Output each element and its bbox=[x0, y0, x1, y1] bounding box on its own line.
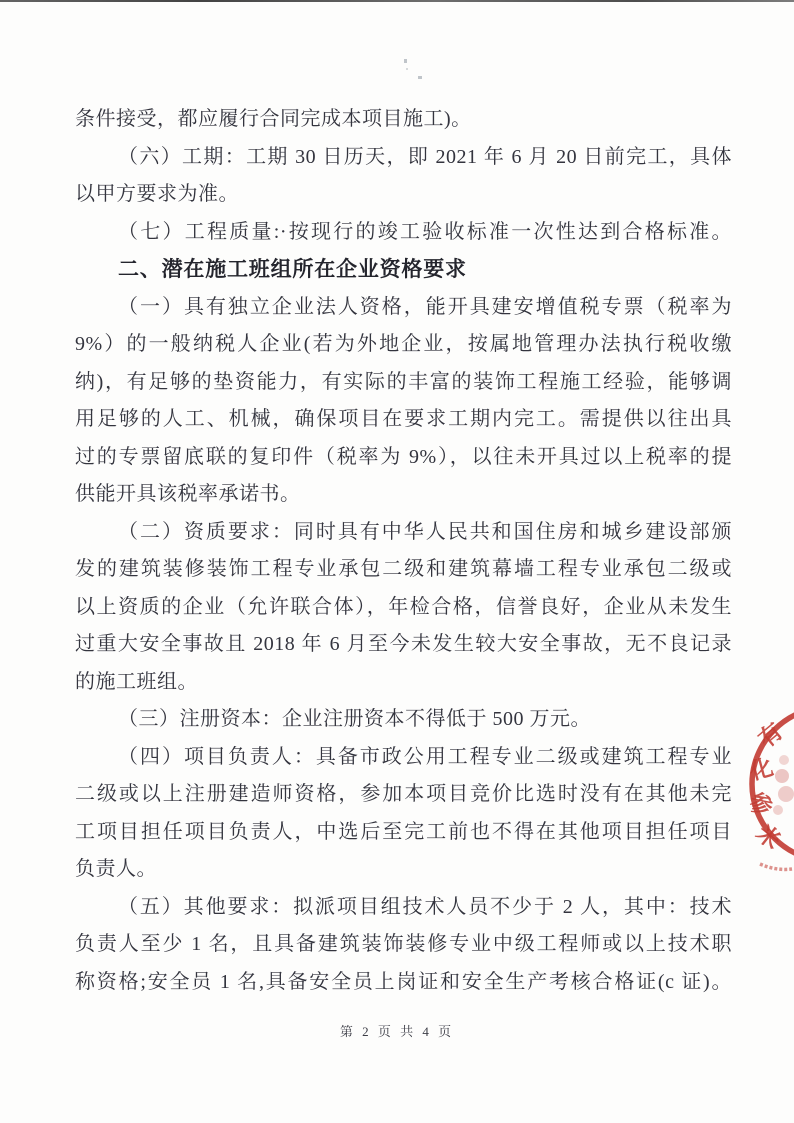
seal-graphic bbox=[734, 698, 794, 880]
text-line: （二）资质要求：同时具有中华人民共和国住房和城乡建设部颁 bbox=[118, 520, 732, 543]
text-line: 过重大安全事故且 2018 年 6 月至今未发生较大安全事故，无不良记录 bbox=[75, 633, 732, 655]
text-line: 供能开具该税率承诺书。 bbox=[75, 483, 301, 505]
text-line: 工项目担任项目负责人，中选后至完工前也不得在其他项目担任项目 bbox=[75, 820, 732, 843]
section-heading: 二、潜在施工班组所在企业资格要求 bbox=[118, 257, 467, 281]
scan-edge-line bbox=[0, 0, 794, 2]
seal-char-icon: 参 bbox=[747, 789, 776, 819]
text-line: （五）其他要求：拟派项目组技术人员不少于 2 人，其中：技术 bbox=[118, 895, 732, 918]
text-line: 称资格;安全员 1 名,具备安全员上岗证和安全生产考核合格证(c 证)。 bbox=[75, 970, 732, 993]
text-line: （三）注册资本：企业注册资本不得低于 500 万元。 bbox=[118, 708, 591, 730]
text-line: 用足够的人工、机械，确保项目在要求工期内完工。需提供以往出具 bbox=[75, 408, 732, 430]
text-line: 纳)，有足够的垫资能力，有实际的丰富的装饰工程施工经验，能够调 bbox=[75, 370, 732, 393]
text-line: （七）工程质量:·按现行的竣工验收标准一次性达到合格标准。 bbox=[118, 220, 732, 243]
scan-speck bbox=[418, 76, 422, 79]
page-number: 第 2 页 共 4 页 bbox=[339, 1024, 455, 1039]
text-line: 条件接受，都应履行合同完成本项目施工)。 bbox=[75, 108, 472, 130]
text-line: 负责人至少 1 名，且具备建筑装饰装修专业中级工程师或以上技术职 bbox=[75, 933, 732, 955]
seal-char-icon: 化 bbox=[747, 754, 776, 785]
text-line: 二级或以上注册建造师资格，参加本项目竞价比选时没有在其他未完 bbox=[75, 783, 732, 805]
text-line: 以上资质的企业（允许联合体），年检合格，信誉良好，企业从未发生 bbox=[75, 595, 732, 618]
scan-speck bbox=[406, 68, 408, 70]
official-seal-stamp bbox=[734, 698, 794, 880]
seal-ring bbox=[752, 707, 794, 861]
text-line: 发的建筑装修装饰工程专业承包二级和建筑幕墙工程专业承包二级或 bbox=[75, 558, 732, 580]
text-line: （四）项目负责人：具备市政公用工程专业二级或建筑工程专业 bbox=[118, 745, 732, 768]
seal-bottom-fragment bbox=[760, 864, 792, 869]
text-line: 的施工班组。 bbox=[75, 670, 198, 693]
seal-inner-marks bbox=[773, 755, 794, 815]
scan-speck bbox=[404, 59, 407, 63]
seal-char-icon: 有 bbox=[753, 718, 788, 753]
seal-char-icon: 米 bbox=[751, 820, 785, 855]
text-line: 9%）的一般纳税人企业(若为外地企业，按属地管理办法执行税收缴 bbox=[75, 333, 732, 355]
text-line: （一）具有独立企业法人资格，能开具建安增值税专票（税率为 bbox=[118, 295, 732, 318]
text-line: 以甲方要求为准。 bbox=[75, 183, 239, 205]
text-line: 负责人。 bbox=[75, 858, 157, 880]
document-body bbox=[75, 101, 732, 1001]
text-line: 过的专票留底联的复印件（税率为 9%），以往未开具过以上税率的提 bbox=[75, 445, 732, 468]
text-line: （六）工期：工期 30 日历天，即 2021 年 6 月 20 日前完工，具体 bbox=[118, 145, 732, 168]
